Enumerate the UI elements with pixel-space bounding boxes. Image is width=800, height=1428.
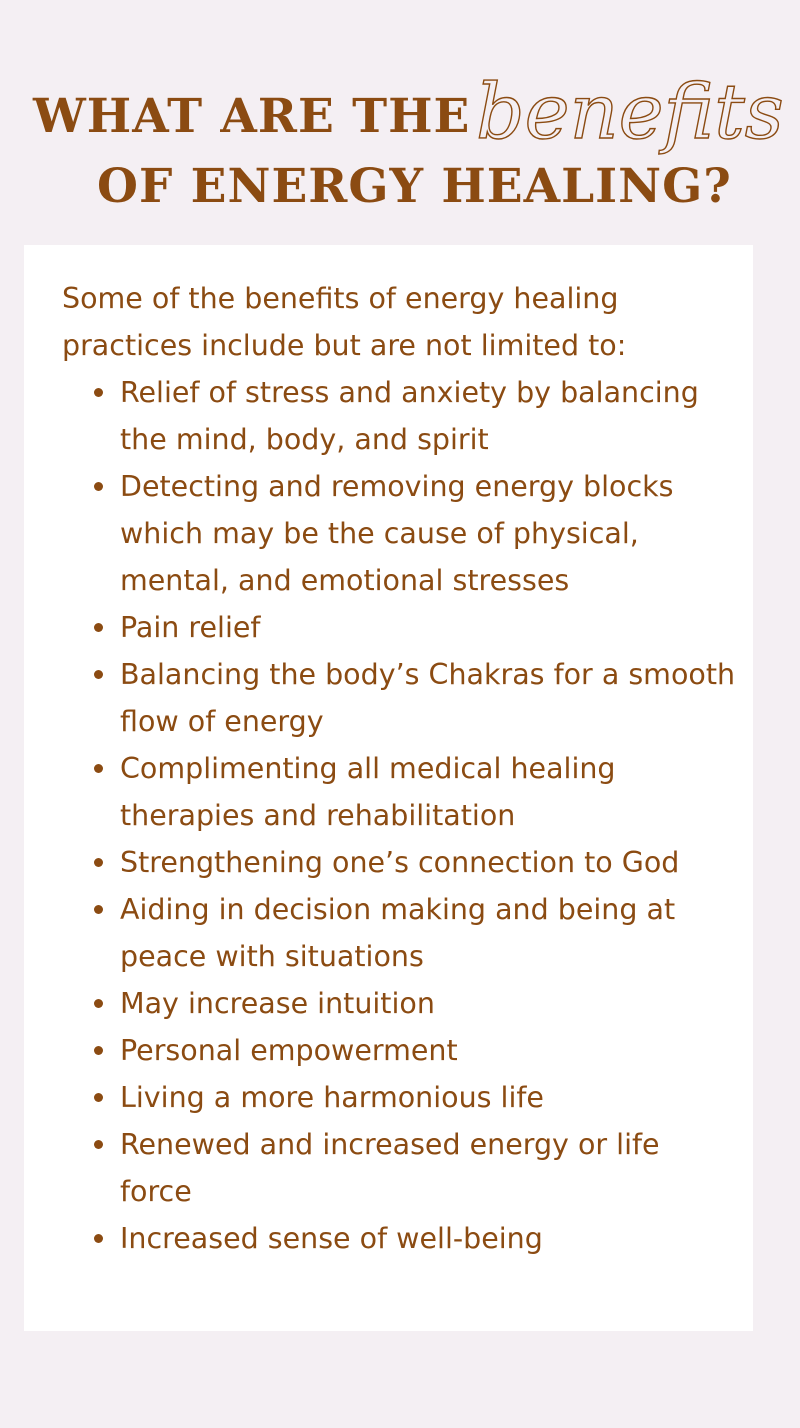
- list-item-text: Personal empowerment: [120, 1034, 458, 1067]
- page-title: [0, 0, 800, 240]
- bullet-icon: [94, 1093, 103, 1102]
- list-item: [120, 463, 740, 604]
- list-item-text: Living a more harmonious life: [120, 1081, 544, 1114]
- list-item: [120, 369, 740, 463]
- list-item: [120, 651, 740, 745]
- title-line-1: WHAT ARE THE: [33, 89, 471, 144]
- list-item: [120, 1074, 740, 1121]
- bullet-icon: [94, 905, 103, 914]
- bullet-icon: [94, 623, 103, 632]
- list-item: [120, 745, 740, 839]
- bullet-icon: [94, 1046, 103, 1055]
- list-item-text: Relief of stress and anxiety by balancing the mind, body, and spirit: [120, 376, 699, 456]
- list-item: [120, 1121, 740, 1215]
- list-item: [120, 604, 740, 651]
- list-item-text: Strengthening one’s connection to God: [120, 846, 680, 879]
- bullet-icon: [94, 764, 103, 773]
- bullet-icon: [94, 999, 103, 1008]
- title-line-2: OF ENERGY HEALING?: [97, 159, 732, 214]
- list-item-text: Renewed and increased energy or life force: [120, 1128, 660, 1208]
- list-item-text: Pain relief: [120, 611, 261, 644]
- list-item: [120, 886, 740, 980]
- intro-text: Some of the benefits of energy healing practices include but are not limited to:: [62, 282, 627, 362]
- title-script-text: benefits: [476, 67, 784, 156]
- list-item-text: Aiding in decision making and being at peace with situations: [120, 893, 676, 973]
- list-item: [120, 839, 740, 886]
- bullet-icon: [94, 482, 103, 491]
- list-item-text: Increased sense of well-being: [120, 1222, 543, 1255]
- list-item-text: Detecting and removing energy blocks which may be the cause of physical, mental, and emotional stresses: [120, 470, 674, 597]
- benefits-list: [120, 369, 740, 1262]
- benefits-card: [24, 245, 753, 1331]
- list-item: [120, 980, 740, 1027]
- bullet-icon: [94, 858, 103, 867]
- list-item-text: Complimenting all medical healing therapies and rehabilitation: [120, 752, 616, 832]
- bullet-icon: [94, 388, 103, 397]
- list-item-text: May increase intuition: [120, 987, 435, 1020]
- list-item: [120, 1027, 740, 1074]
- list-item-text: Balancing the body’s Chakras for a smooth flow of energy: [120, 658, 736, 738]
- bullet-icon: [94, 670, 103, 679]
- bullet-icon: [94, 1140, 103, 1149]
- bullet-icon: [94, 1234, 103, 1243]
- list-item: [120, 1215, 740, 1262]
